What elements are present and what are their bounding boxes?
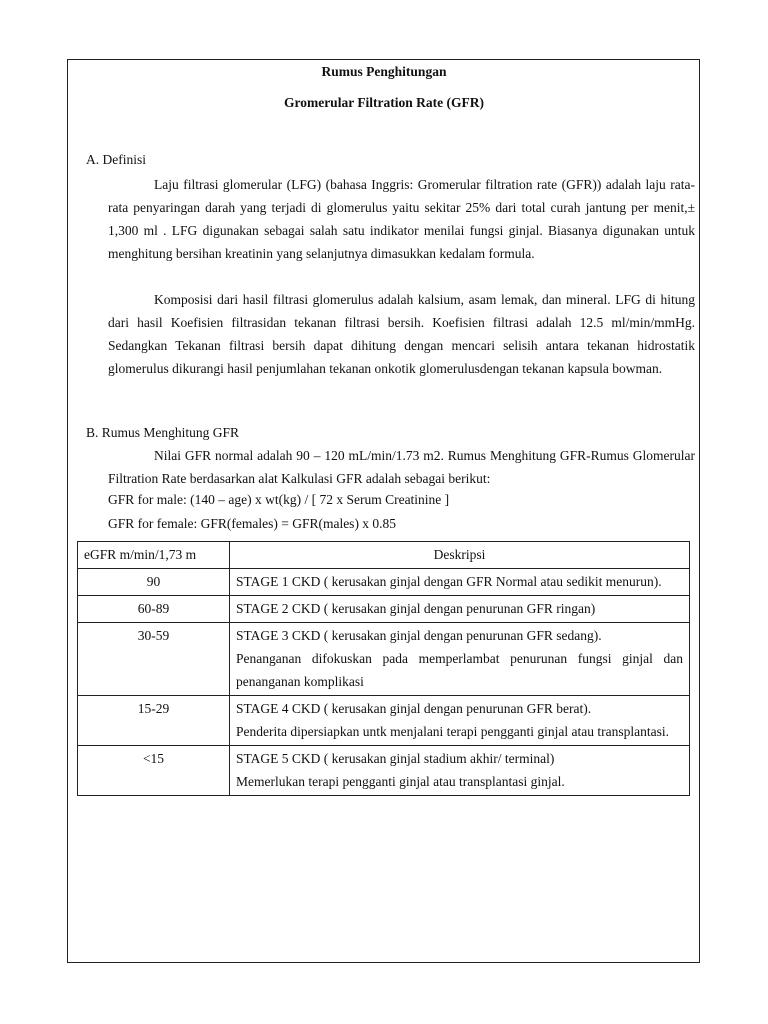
table-row (78, 746, 690, 796)
section-a-paragraph-2: Komposisi dari hasil filtrasi glomerulus adalah kalsium, asam lemak, dan mineral. LFG di hitung dari hasil Koefisien filtrasidan tekanan filtrasi bersih. Koefisien filtrasi adalah 12.5 ml/min/mmHg. Sedangkan Tekanan filtrasi bersih dapat dihitung dengan mencari selisih antara tekanan hidrostatik glomerulus dikurangi hasil penjumlahan tekanan onkotik glomerulusdengan tekanan kapsula bowman. (108, 292, 695, 376)
stage-description (230, 696, 690, 746)
section-b-heading: B. Rumus Menghitung GFR (86, 425, 240, 440)
formula-male: GFR for male: (140 – age) x wt(kg) / [ 72 x Serum Creatinine ] (108, 492, 450, 507)
stage-title: STAGE 4 CKD ( kerusakan ginjal dengan penurunan GFR berat). (236, 701, 592, 716)
stage-note: Penderita dipersiapkan untk menjalani terapi pengganti ginjal atau transplantasi. (236, 724, 669, 739)
section-b-paragraph: Nilai GFR normal adalah 90 – 120 mL/min/1.73 m2. Rumus Menghitung GFR-Rumus Glomerular Filtration Rate berdasarkan alat Kalkulasi GFR adalah sebagai berikut: (108, 448, 695, 486)
formula-female: GFR for female: GFR(females) = GFR(males) x 0.85 (108, 516, 397, 531)
table-row (78, 623, 690, 696)
stage-description: STAGE 2 CKD ( kerusakan ginjal dengan penurunan GFR ringan) (230, 596, 690, 623)
egfr-value: 90 (78, 569, 230, 596)
document-title: Rumus Penghitungan (321, 64, 447, 79)
table-row (78, 569, 690, 596)
header-egfr: eGFR m/min/1,73 m (78, 542, 230, 569)
egfr-value: 60-89 (78, 596, 230, 623)
stage-note: Memerlukan terapi pengganti ginjal atau transplantasi ginjal. (236, 774, 565, 789)
stage-description (230, 746, 690, 796)
table-row (78, 696, 690, 746)
egfr-value: 15-29 (78, 696, 230, 746)
stage-title: STAGE 3 CKD ( kerusakan ginjal dengan penurunan GFR sedang). (236, 628, 602, 643)
stage-note: Penanganan difokuskan pada memperlambat penurunan fungsi ginjal dan penanganan komplikasi (236, 651, 683, 689)
section-a-heading: A. Definisi (86, 152, 146, 167)
header-deskripsi: Deskripsi (230, 542, 690, 569)
stage-description: STAGE 1 CKD ( kerusakan ginjal dengan GFR Normal atau sedikit menurun). (230, 569, 690, 596)
stage-title: STAGE 5 CKD ( kerusakan ginjal stadium akhir/ terminal) (236, 751, 555, 766)
table-header-row (78, 542, 690, 569)
stage-description (230, 623, 690, 696)
section-a-paragraph-1: Laju filtrasi glomerular (LFG) (bahasa Inggris: Gromerular filtration rate (GFR)) adalah laju rata-rata penyaringan darah yang terjadi di glomerulus yaitu sekitar 25% dari total curah jantung per menit,± 1,300 ml . LFG digunakan sebagai salah satu indikator menilai fungsi ginjal. Biasanya digunakan untuk menghitung bersihan kreatinin yang selanjutnya dimasukkan kedalam formula. (108, 177, 695, 261)
ckd-stage-table (77, 541, 690, 796)
document-subtitle: Gromerular Filtration Rate (GFR) (283, 95, 485, 110)
egfr-value: <15 (78, 746, 230, 796)
egfr-value: 30-59 (78, 623, 230, 696)
table-row (78, 596, 690, 623)
